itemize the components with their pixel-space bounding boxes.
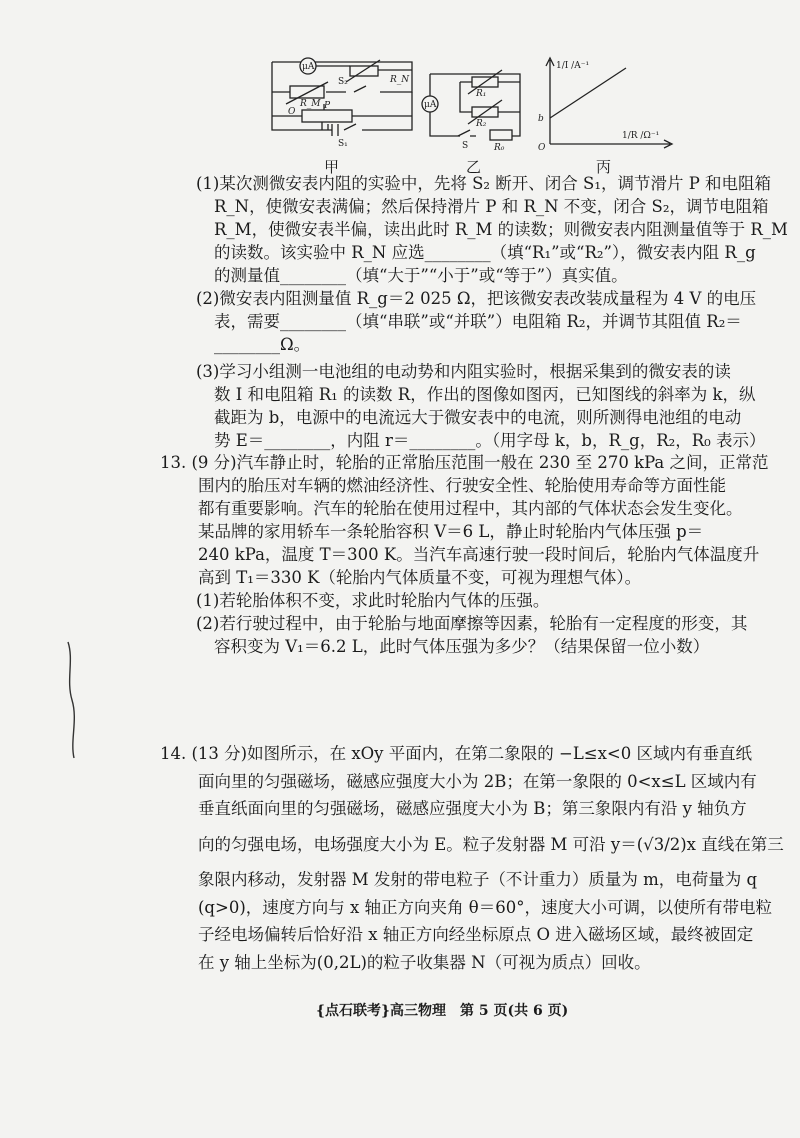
label-o: O [538, 143, 546, 153]
caption-bing: 丙 [596, 158, 612, 176]
q12-line: ________Ω。 [214, 335, 311, 354]
caption-yi: 乙 [466, 158, 482, 176]
q14-line: 垂直纸面向里的匀强磁场，磁感应强度大小为 B；第三象限内有沿 y 轴负方 [198, 799, 747, 818]
q13-line: 240 kPa，温度 T＝300 K。当汽车高速行驶一段时间后，轮胎内气体温度升 [198, 545, 760, 564]
page-footer: {点石联考}高三物理 第 5 页(共 6 页) [316, 1003, 569, 1019]
q12-line: (3)学习小组测一电池组的电动势和内阻实验时，根据采集到的微安表的读 [196, 362, 731, 381]
label-s: S [462, 141, 469, 151]
q14-line: 象限内移动，发射器 M 发射的带电粒子（不计重力）质量为 m，电荷量为 q [198, 870, 758, 889]
q12-line: 数 I 和电阻箱 R₁ 的读数 R，作出的图像如图丙，已知图线的斜率为 k，纵 [214, 385, 756, 404]
caption-jia: 甲 [324, 158, 340, 176]
q13-line: (2)若行驶过程中，由于轮胎与地面摩擦等因素，轮胎有一定程度的形变，其 [196, 614, 748, 633]
graph-bing [530, 54, 680, 154]
label-y-axis: 1/I /A⁻¹ [556, 61, 590, 71]
q13-line: 某品牌的家用轿车一条轮胎容积 V＝6 L，静止时轮胎内气体压强 p＝ [198, 522, 704, 541]
label-r1: R₁ [476, 89, 487, 99]
circuit-diagram-yi [420, 62, 530, 154]
q13-line: 13. (9 分)汽车静止时，轮胎的正常胎压范围一般在 230 至 270 kPa 之间，正常范 [160, 453, 769, 472]
q12-line: (1)某次测微安表内阻的实验中，先将 S₂ 断开、闭合 S₁，调节滑片 P 和电阻箱 [196, 174, 772, 193]
question-14 [160, 740, 784, 976]
circuit-diagram-jia [262, 52, 422, 152]
binding-mark [60, 640, 90, 760]
label-x-axis: 1/R /Ω⁻¹ [622, 131, 660, 141]
q14-line: 向的匀强电场，电场强度大小为 E。粒子发射器 M 可沿 y＝(√3/2)x 直线在第三 [198, 834, 784, 854]
q13-line: 容积变为 V₁＝6.2 L，此时气体压强为多少？（结果保留一位小数） [214, 637, 710, 656]
label-o: O [288, 107, 296, 117]
q13-line: 高到 T₁＝330 K（轮胎内气体质量不变，可视为理想气体）。 [198, 568, 642, 587]
q12-line: 势 E＝________，内阻 r＝________。（用字母 k，b，R_g，R₂，R₀ 表示） [214, 431, 766, 450]
q14-line: (q>0)，速度方向与 x 轴正方向夹角 θ＝60°，速度大小可调，以使所有带电粒 [198, 897, 772, 917]
label-rn: R_N [390, 75, 410, 85]
q12-line: (2)微安表内阻测量值 R_g＝2 025 Ω，把该微安表改装成量程为 4 V 的电压 [196, 289, 757, 308]
label-ua: μA [424, 100, 437, 110]
label-r2: R₂ [476, 119, 487, 129]
q12-line: 的测量值________（填“大于”“小于”或“等于”）真实值。 [214, 266, 628, 285]
q12-line: R_M，使微安表半偏，读出此时 R_M 的读数；则微安表内阻测量值等于 R_M [214, 220, 788, 239]
q13-line: 都有重要影响。汽车的轮胎在使用过程中，其内部的气体状态会发生变化。 [198, 499, 743, 518]
label-p: P [324, 101, 331, 111]
q14-line: 14. (13 分)如图所示，在 xOy 平面内，在第二象限的 −L≤x<0 区域内有垂直纸 [160, 744, 752, 763]
label-ua: μA [302, 62, 315, 72]
q13-line: 围内的胎压对车辆的燃油经济性、行驶安全性、轮胎使用寿命等方面性能 [198, 476, 726, 495]
label-rm: R_M [300, 99, 321, 109]
q13-line: (1)若轮胎体积不变，求此时轮胎内气体的压强。 [196, 591, 550, 610]
label-s2: S₂ [338, 77, 348, 87]
label-s1: S₁ [338, 139, 348, 149]
q14-line: 在 y 轴上坐标为(0,2L)的粒子收集器 N（可视为质点）回收。 [198, 952, 651, 972]
q14-line: 面向里的匀强磁场，磁感应强度大小为 2B；在第一象限的 0<x≤L 区域内有 [198, 771, 757, 791]
q12-line: R_N，使微安表满偏；然后保持滑片 P 和 R_N 不变，闭合 S₂，调节电阻箱 [214, 197, 769, 216]
question-13 [160, 451, 769, 658]
q12-line: 截距为 b，电源中的电流远大于微安表中的电流，则所测得电池组的电动 [214, 408, 742, 427]
question-12-text [196, 172, 788, 452]
label-r0: R₀ [494, 143, 505, 153]
q12-line: 的读数。该实验中 R_N 应选________（填“R₁”或“R₂”），微安表内阻 R_g [214, 243, 756, 262]
label-b: b [538, 114, 544, 124]
q12-line: 表，需要________（填“串联”或“并联”）电阻箱 R₂，并调节其阻值 R₂＝ [214, 312, 742, 331]
q14-line: 子经电场偏转后恰好沿 x 轴正方向经坐标原点 O 进入磁场区域，最终被固定 [198, 925, 754, 944]
